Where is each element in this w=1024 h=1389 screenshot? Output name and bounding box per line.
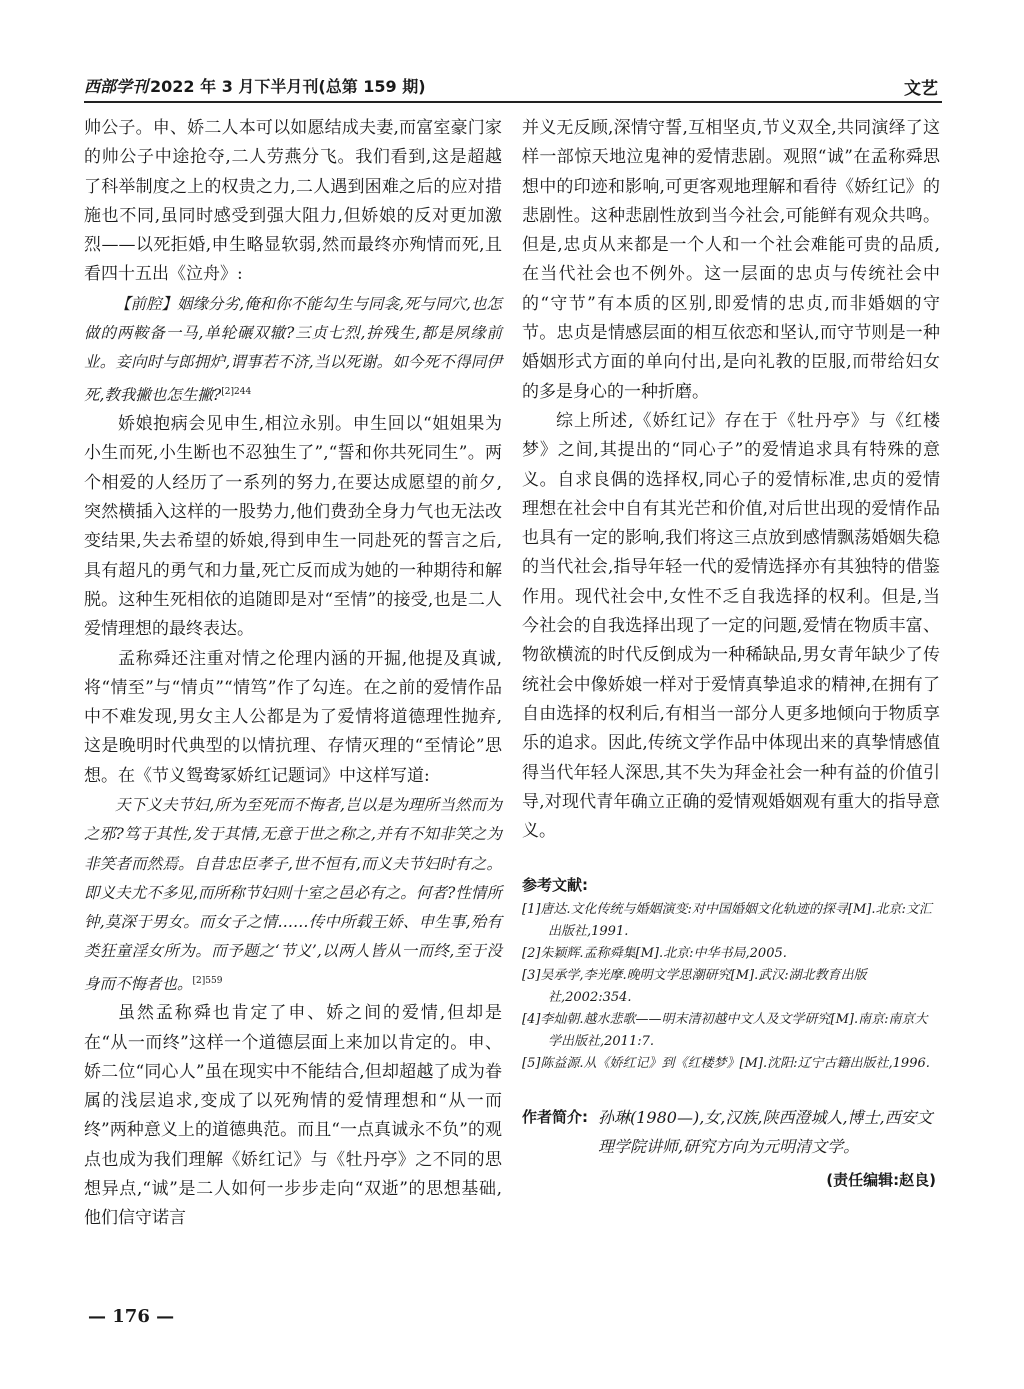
paragraph: 娇娘抱病会见申生,相泣永别。申生回以“姐姐果为小生而死,小生断也不忍独生了”,“誓和你共死同生”。两个相爱的人经历了一系列的努力,在要达成愿望的前夕,突然横插入这样的一股势力,他们费劲全身力气也无法改变结果,失去希望的娇娘,得到申生一同赴死的誓言之后,具有超凡的勇气和力量,死亡反而成为她的一种期待和解脱。这种生死相依的追随即是对“至情”的接受,也是二人爱情理想的最终表达。 [84, 414, 502, 640]
paragraph: 虽然孟称舜也肯定了申、娇之间的爱情,但却是在“从一而终”这样一个道德层面上来加以肯定的。申、娇二位“同心人”虽在现实中不能结合,但却超越了成为眷属的浅层追求,变成了以死殉情的爱情理想和“从一而终”两种意义上的道德典范。而且“一点真诚永不负”的观点也成为我们理解《娇红记》与《牡丹亭》之不同的思想异点,“诚”是二人如何一步步走向“双逝”的思想基础,他们信守诺言 [84, 1003, 502, 1229]
header-rule [84, 101, 942, 103]
author-text: 孙琳(1980—),女,汉族,陕西澄城人,博士,西安文理学院讲师,研究方向为元明清文学。 [598, 1108, 933, 1157]
right-column [522, 114, 940, 1190]
references-title: 参考文献: [522, 876, 588, 895]
author-bio [522, 1103, 940, 1161]
block-quote: 天下义夫节妇,所为至死而不悔者,岂以是为理所当然而为之邪?笃于其性,发于其情,无意于世之称之,并有不知非笑之为非笑者而然焉。自昔忠臣孝子,世不恒有,而义夫节妇时有之。即义夫尤不多见,而所称节妇则十室之邑必有之。何者?性情所钟,莫深于男女。而女子之情……传中所载王娇、申生事,殆有类狂童淫女所为。而予题之‘节义’,以两人皆从一而终,至于没身而不悔者也。$^{[2]559}$ [84, 795, 502, 993]
page-number: — 176 — [88, 1306, 175, 1327]
journal-issue-line [84, 74, 426, 97]
responsible-editor: (责任编辑:赵良) [826, 1171, 936, 1190]
paragraph: 孟称舜还注重对情之伦理内涵的开掘,他提及真诚,将“情至”与“情贞”“情笃”作了勾连。在之前的爱情作品中不难发现,男女主人公都是为了爱情将道德理性抛弃,这是晚明时代典型的以情抗理、存情灭理的“至情论”思想。在《节义鸳鸯冢娇红记题词》中这样写道: [84, 648, 502, 786]
paragraph: 帅公子。申、娇二人本可以如愿结成夫妻,而富室豪门家的帅公子中途抢夺,二人劳燕分飞。我们看到,这是超越了科举制度之上的权贵之力,二人遇到困难之后的应对措施也不同,虽同时感受到强大阻力,但娇娘的反对更加激烈——以死拒婚,申生略显软弱,然而最终亦殉情而死,且看四十五出《泣舟》: [84, 118, 502, 285]
author-label: 作者简介: [522, 1108, 588, 1127]
reference-item: [1]唐达.文化传统与婚姻演变:对中国婚姻文化轨迹的探寻[M].北京:文汇出版社,1991. [522, 902, 932, 940]
paragraph: 综上所述,《娇红记》存在于《牡丹亭》与《红楼梦》之间,其提出的“同心子”的爱情追求具有特殊的意义。自求良偶的选择权,同心子的爱情标准,忠贞的爱情理想在社会中自有其光芒和价值,对后世出现的爱情作品也具有一定的影响,我们将这三点放到感情飘荡婚姻失稳的当代社会,指导年轻一代的爱情选择亦有其独特的借鉴作用。现代社会中,女性不乏自我选择的权利。但是,当今社会的自我选择出现了一定的问题,爱情在物质丰富、物欲横流的时代反倒成为一种稀缺品,男女青年缺少了传统社会中像娇娘一样对于爱情真挚追求的精神,在拥有了自由选择的权利后,有相当一部分人更多地倾向于物质享乐的追求。因此,传统文学作品中体现出来的真挚情感值得当代年轻人深思,其不失为拜金社会一种有益的价值引导,对现代青年确立正确的爱情观婚姻观有重大的指导意义。 [522, 410, 940, 842]
reference-item: [3]吴承学,李光摩.晚明文学思潮研究[M].武汉:湖北教育出版社,2002:354. [522, 968, 867, 1006]
citation-ref: [2]559 [192, 975, 223, 986]
reference-item: [5]陈益源.从《娇红记》到《红楼梦》[M].沈阳:辽宁古籍出版社,1996. [522, 1056, 930, 1072]
left-column [84, 114, 502, 1234]
reference-item: [4]李灿朝.越水悲歌——明末清初越中文人及文学研究[M].南京:南京大学出版社,2011:7. [522, 1012, 928, 1050]
section-label: 文艺 [904, 79, 938, 99]
block-quote: 【前腔】姻缘分劣,俺和你不能勾生与同衾,死与同穴,也怎做的两鞍备一马,单轮碾双辙?三贞七烈,拚残生,都是夙缘前业。妾向时与郎拥炉,谓事若不济,当以死谢。如今死不得同伊死,教我撇也怎生撇?$^{[2]244}$ [84, 294, 502, 404]
paragraph: 并义无反顾,深情守誓,互相坚贞,节义双全,共同演绎了这样一部惊天地泣鬼神的爱情悲剧。观照“诚”在孟称舜思想中的印迹和影响,可更客观地理解和看待《娇红记》的悲剧性。这种悲剧性放到当今社会,可能鲜有观众共鸣。但是,忠贞从来都是一个人和一个社会难能可贵的品质,在当代社会也不例外。这一层面的忠贞与传统社会中的“守节”有本质的区别,即爱情的忠贞,而非婚姻的守节。忠贞是情感层面的相互依恋和坚认,而守节则是一种婚姻形式方面的单向付出,是向礼教的臣服,而带给妇女的多是身心的一种折磨。 [522, 118, 940, 402]
issue-info: 2022 年 3 月下半月刊(总第 159 期) [150, 77, 426, 96]
journal-logo: 西部学刊 [84, 77, 149, 96]
citation-ref: [2]244 [221, 386, 252, 397]
page-header [84, 70, 942, 104]
reference-item: [2]朱颖辉.孟称舜集[M].北京:中华书局,2005. [522, 946, 787, 962]
